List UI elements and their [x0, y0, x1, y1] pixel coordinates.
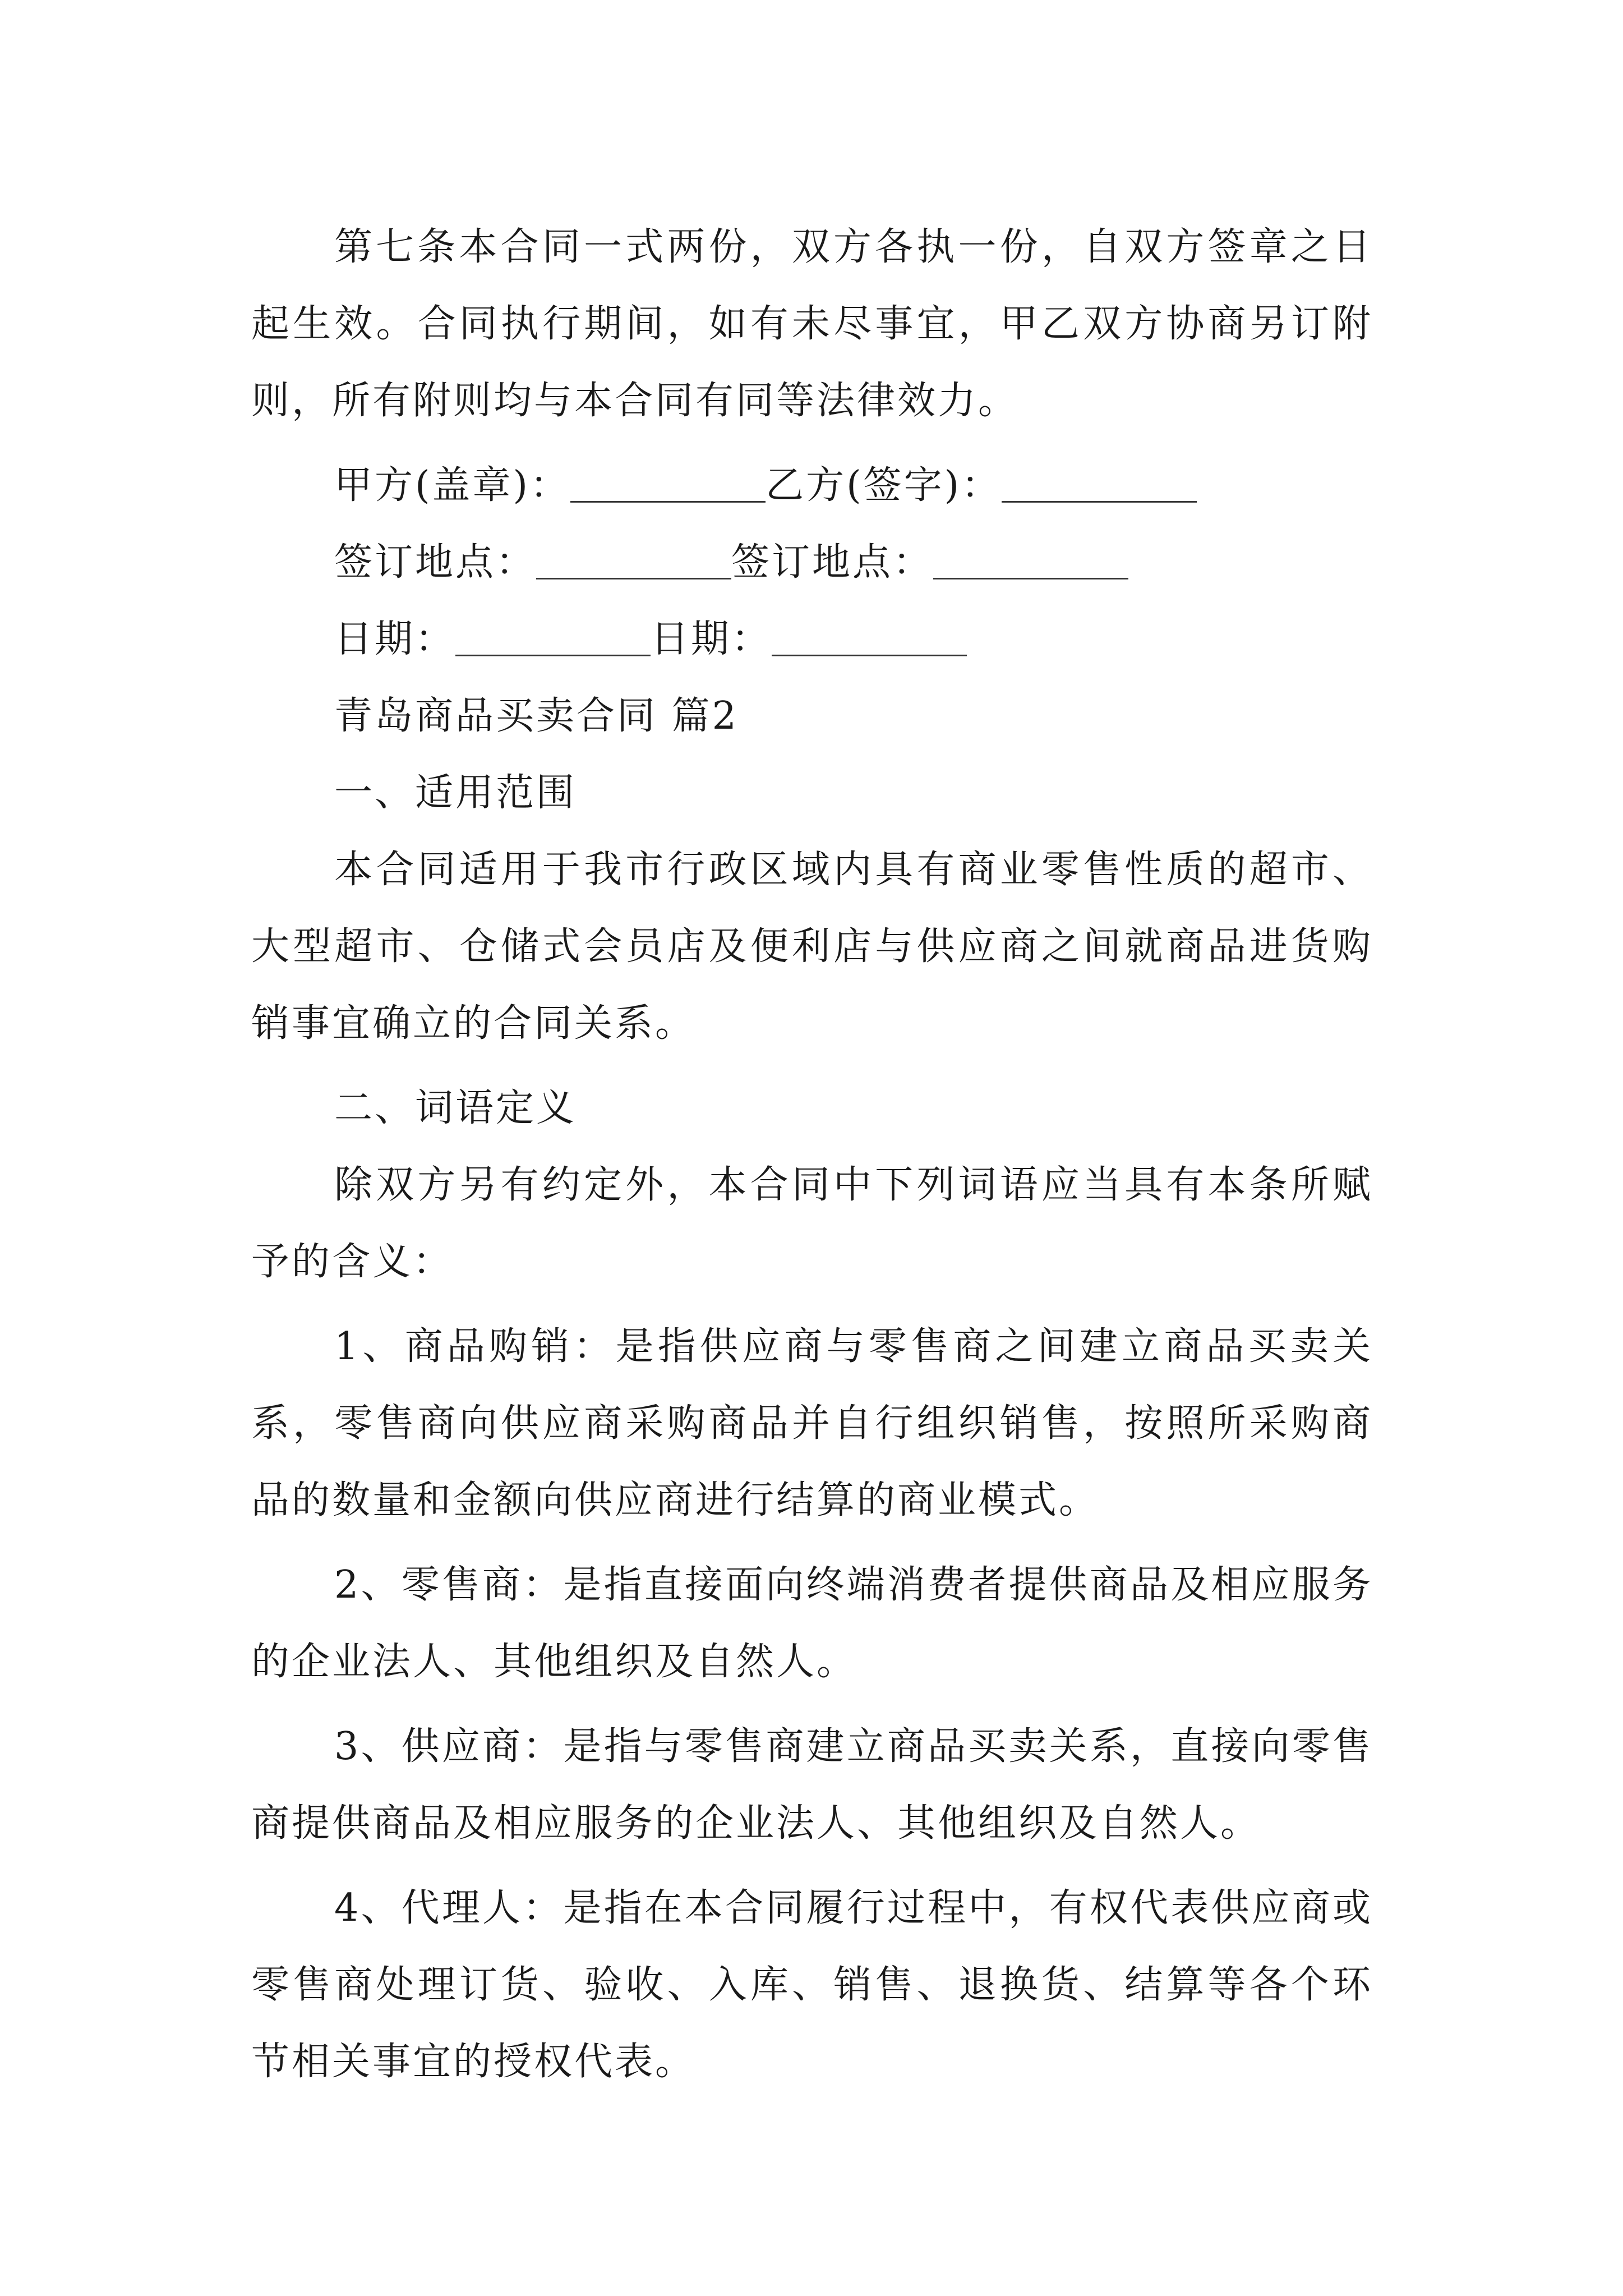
definition-item: 1、商品购销：是指供应商与零售商之间建立商品买卖关系，零售商向供应商采购商品并自行组织销售，按照所采购商品的数量和金额向供应商进行结算的商业模式。: [251, 1324, 1373, 1522]
date-a-label: 日期：: [334, 617, 456, 661]
definition-intro-paragraph: 除双方另有约定外，本合同中下列词语应当具有本条所赋予的含义：: [251, 1163, 1373, 1284]
signature-row-date: [251, 601, 1373, 678]
heading-definitions: 二、词语定义: [334, 1086, 577, 1130]
signature-row-party: [251, 447, 1373, 524]
definition-item: 2、零售商：是指直接面向终端消费者提供商品及相应服务的企业法人、其他组织及自然人。: [251, 1563, 1373, 1684]
date-b-blank: [772, 619, 967, 656]
place-a-blank: [536, 542, 731, 579]
document-page: [251, 209, 1373, 2100]
party-b-blank: [1002, 465, 1197, 503]
place-b-label: 签订地点：: [731, 540, 934, 585]
heading-scope: 一、适用范围: [334, 771, 577, 815]
scope-paragraph: 本合同适用于我市行政区域内具有商业零售性质的超市、大型超市、仓储式会员店及便利店与供应商之间就商品进货购销事宜确立的合同关系。: [251, 848, 1373, 1046]
party-a-label: 甲方(盖章)：: [334, 463, 571, 508]
article-7-paragraph: 第七条本合同一式两份，双方各执一份，自双方签章之日起生效。合同执行期间，如有未尽事宜，甲乙双方协商另订附则，所有附则均与本合同有同等法律效力。: [251, 225, 1373, 423]
definition-item: 3、供应商：是指与零售商建立商品买卖关系，直接向零售商提供商品及相应服务的企业法人、其他组织及自然人。: [251, 1724, 1373, 1846]
date-b-label: 日期：: [651, 617, 772, 661]
section-title: 青岛商品买卖合同 篇2: [334, 694, 739, 738]
place-a-label: 签订地点：: [334, 540, 537, 585]
party-b-label: 乙方(签字)：: [766, 463, 1002, 508]
date-a-blank: [455, 619, 651, 656]
place-b-blank: [933, 542, 1128, 579]
definition-item: 4、代理人：是指在本合同履行过程中，有权代表供应商或零售商处理订货、验收、入库、销售、退换货、结算等各个环节相关事宜的授权代表。: [251, 1886, 1373, 2084]
party-a-blank: [570, 465, 766, 503]
signature-row-place: [251, 524, 1373, 601]
